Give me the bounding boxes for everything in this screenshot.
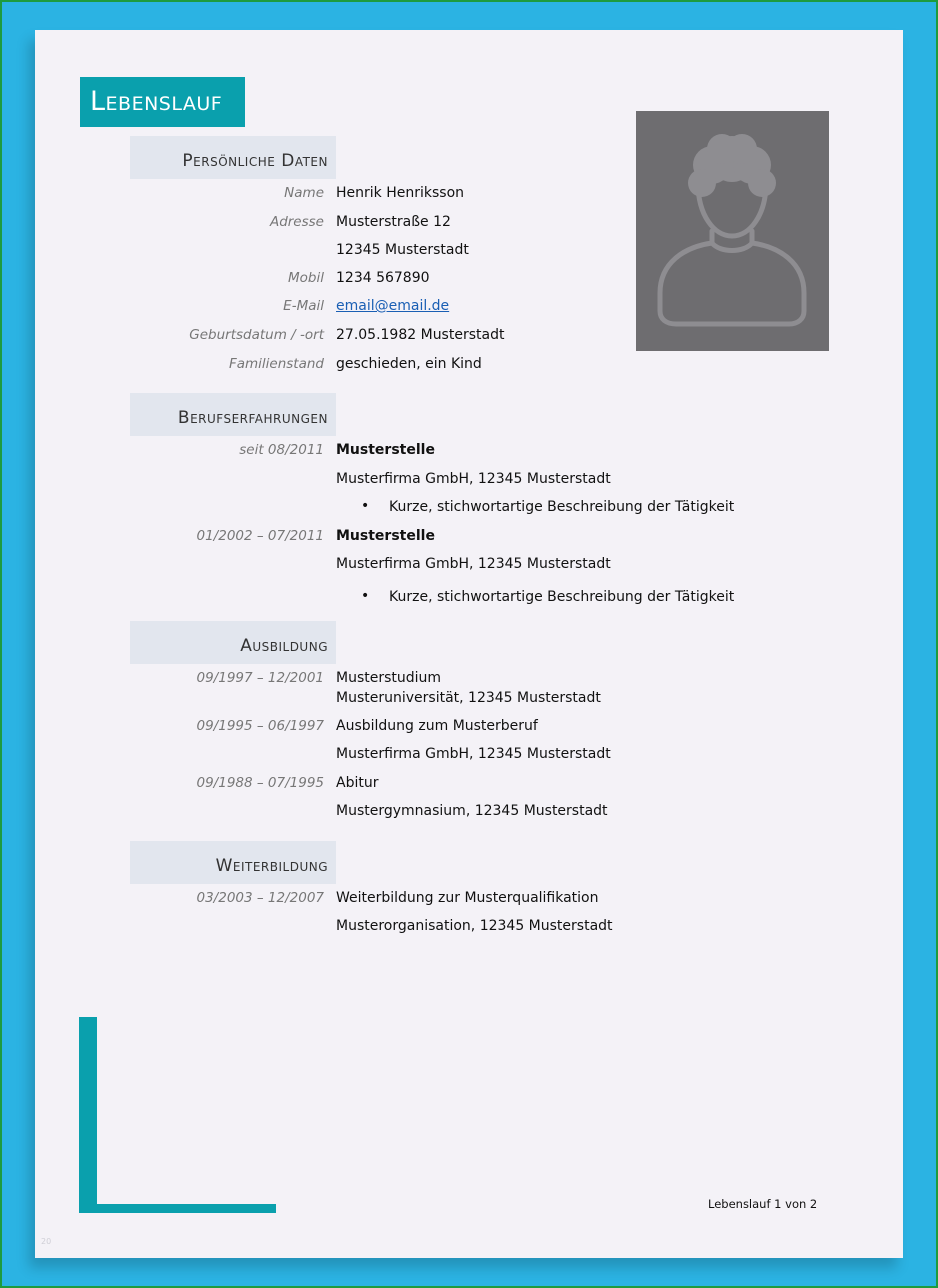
name-label: Name: [284, 185, 324, 201]
page-number: 20: [41, 1237, 52, 1246]
page-footer: Lebenslauf 1 von 2: [708, 1197, 818, 1211]
experience-position: Musterstelle: [336, 528, 435, 544]
address-line-2: 12345 Musterstadt: [336, 242, 469, 258]
mobile-label: Mobil: [288, 270, 324, 286]
training-title: Weiterbildung zur Musterqualifikation: [336, 890, 599, 906]
decorative-l-horizontal: [79, 1204, 276, 1213]
profile-photo: [636, 111, 829, 351]
experience-position: Musterstelle: [336, 442, 435, 458]
family-value: geschieden, ein Kind: [336, 356, 482, 372]
experience-description: Kurze, stichwortartige Beschreibung der Tätigkeit: [389, 499, 735, 515]
bullet-icon: •: [361, 498, 370, 514]
training-organisation: Musterorganisation, 12345 Musterstadt: [336, 918, 613, 934]
email-link[interactable]: email@email.de: [336, 298, 450, 314]
education-title: Abitur: [336, 775, 379, 791]
education-title: Ausbildung zum Musterberuf: [336, 718, 538, 734]
cv-page: [35, 30, 903, 1258]
education-institution: Musterfirma GmbH, 12345 Musterstadt: [336, 746, 611, 762]
person-silhouette-icon: [636, 111, 829, 351]
page-title: Lebenslauf: [80, 77, 245, 127]
experience-company: Musterfirma GmbH, 12345 Musterstadt: [336, 471, 611, 487]
education-title: Musterstudium: [336, 670, 442, 686]
education-period: 09/1995 – 06/1997: [196, 718, 324, 734]
education-institution: Musteruniversität, 12345 Musterstadt: [336, 690, 601, 706]
email-label: E-Mail: [283, 298, 324, 314]
mobile-value: 1234 567890: [336, 270, 430, 286]
experience-company: Musterfirma GmbH, 12345 Musterstadt: [336, 556, 611, 572]
address-line-1: Musterstraße 12: [336, 214, 451, 230]
training-period: 03/2003 – 12/2007: [196, 890, 324, 906]
birth-value: 27.05.1982 Musterstadt: [336, 327, 505, 343]
section-heading-training: Weiterbildung: [130, 841, 336, 884]
family-label: Familienstand: [228, 356, 324, 372]
experience-period: seit 08/2011: [239, 442, 324, 458]
experience-period: 01/2002 – 07/2011: [196, 528, 324, 544]
birth-label: Geburtsdatum / -ort: [189, 327, 324, 343]
section-heading-personal: Persönliche Daten: [130, 136, 336, 179]
education-period: 09/1997 – 12/2001: [196, 670, 324, 686]
bullet-icon: •: [361, 588, 370, 604]
education-institution: Mustergymnasium, 12345 Musterstadt: [336, 803, 608, 819]
address-label: Adresse: [269, 214, 324, 230]
name-value: Henrik Henriksson: [336, 185, 465, 201]
section-heading-education: Ausbildung: [130, 621, 336, 664]
education-period: 09/1988 – 07/1995: [196, 775, 324, 791]
section-heading-experience: Berufserfahrungen: [130, 393, 336, 436]
experience-description: Kurze, stichwortartige Beschreibung der Tätigkeit: [389, 589, 735, 605]
decorative-l-vertical: [79, 1017, 97, 1213]
